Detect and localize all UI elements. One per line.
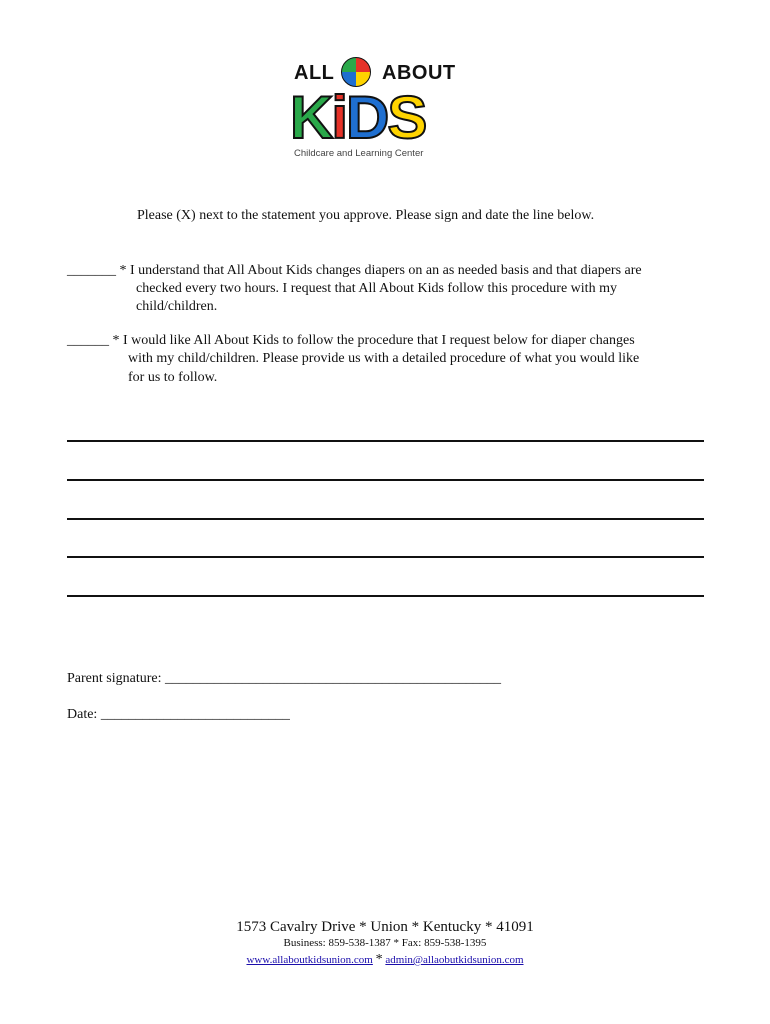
option2-text-3: for us to follow. xyxy=(128,370,218,385)
logo-about-text: ABOUT xyxy=(382,62,456,84)
all-about-kids-logo xyxy=(288,52,456,164)
logo-kids-text xyxy=(290,84,426,151)
option1-line1 xyxy=(67,262,642,280)
option1-text-3: child/children. xyxy=(136,299,218,314)
procedure-line-2[interactable] xyxy=(67,479,704,481)
parent-signature-field[interactable]: Parent signature: ________________________________________________ xyxy=(67,671,501,686)
logo-letter-i: i xyxy=(331,84,347,151)
option2-text-2: with my child/children. Please provide us with a detailed procedure of what you would like xyxy=(128,351,640,366)
footer-links xyxy=(0,952,770,968)
option1-checkbox-blank[interactable]: _______ xyxy=(67,263,116,278)
procedure-line-3[interactable] xyxy=(67,518,704,520)
logo-letter-d: D xyxy=(346,84,388,151)
beach-ball-icon xyxy=(341,57,371,87)
footer-separator: * xyxy=(375,952,383,967)
instructions-text: Please (X) next to the statement you approve. Please sign and date the line below. xyxy=(137,208,595,223)
logo-all-text: ALL xyxy=(294,62,335,84)
logo-subtitle: Childcare and Learning Center xyxy=(294,148,424,159)
procedure-line-1[interactable] xyxy=(67,440,704,442)
email-link[interactable]: admin@allaobutkidsunion.com xyxy=(385,954,524,966)
procedure-line-5[interactable] xyxy=(67,595,704,597)
website-link[interactable]: www.allaboutkidsunion.com xyxy=(246,954,373,966)
option2-checkbox-blank[interactable]: ______ xyxy=(67,333,109,348)
option2-text-1: * I would like All About Kids to follow the procedure that I request below for diaper changes xyxy=(112,333,635,348)
option2-line1 xyxy=(67,332,635,350)
logo-letter-k: K xyxy=(290,84,332,151)
logo-letter-s: S xyxy=(387,84,426,151)
option1-text-1: * I understand that All About Kids changes diapers on an as needed basis and that diapers are xyxy=(119,263,642,278)
procedure-line-4[interactable] xyxy=(67,556,704,558)
option1-text-2: checked every two hours. I request that All About Kids follow this procedure with my xyxy=(136,281,617,296)
footer-phone-fax: Business: 859-538-1387 * Fax: 859-538-1395 xyxy=(283,937,487,949)
date-field[interactable]: Date: ___________________________ xyxy=(67,707,290,722)
footer-address: 1573 Cavalry Drive * Union * Kentucky * 41091 xyxy=(236,919,534,935)
